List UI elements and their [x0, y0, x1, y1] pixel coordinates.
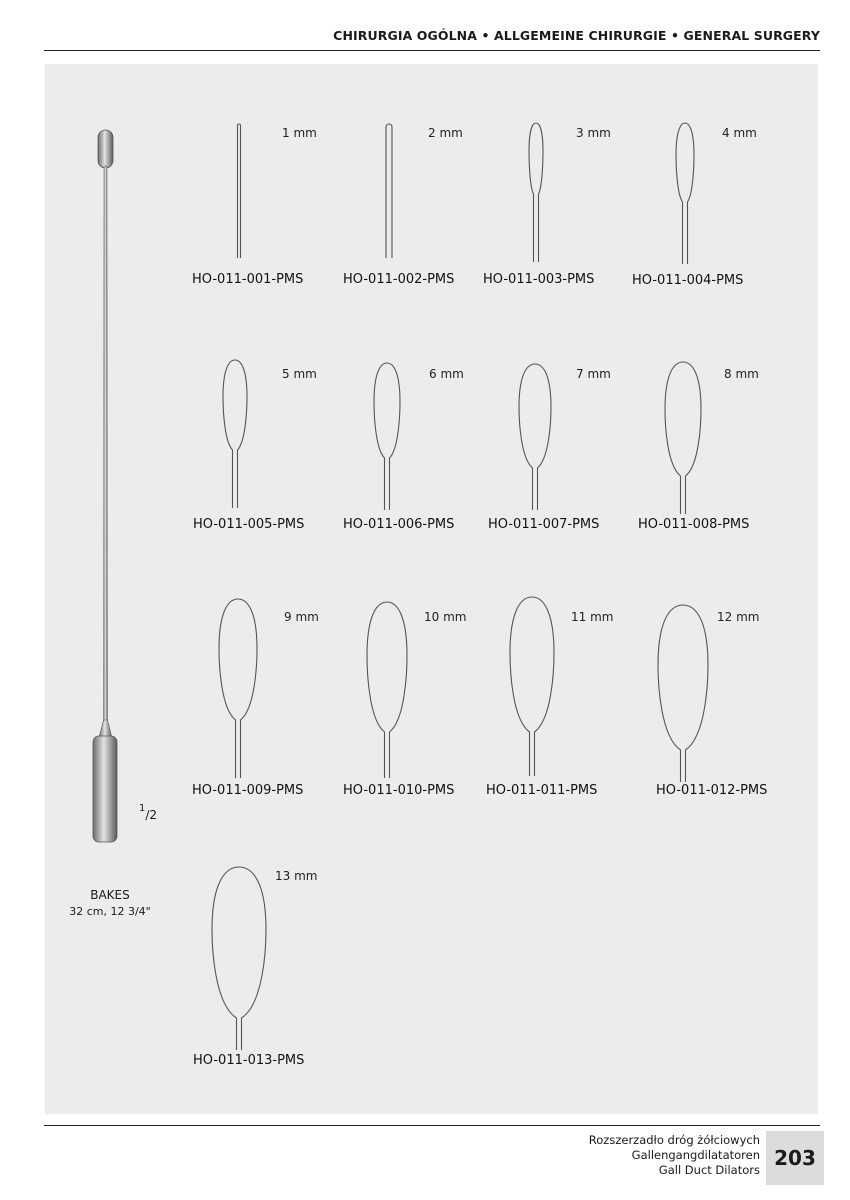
dilator-4-code: HO-011-004-PMS	[632, 273, 744, 288]
dilator-7-size: 7 mm	[576, 367, 611, 381]
dilator-10-size: 10 mm	[424, 610, 467, 624]
page-number: 203	[766, 1131, 824, 1185]
page-header: CHIRURGIA OGÓLNA • ALLGEMEINE CHIRURGIE • GENERAL SURGERY	[333, 28, 820, 43]
dilator-9-olive	[219, 599, 257, 778]
dilator-6-olive	[374, 363, 400, 510]
dilator-8	[638, 362, 759, 532]
dilator-5	[193, 360, 317, 532]
dilator-13-size: 13 mm	[275, 869, 318, 883]
dilator-10-code: HO-011-010-PMS	[343, 783, 455, 798]
dilator-10-olive	[367, 602, 407, 778]
dilator-2-size: 2 mm	[428, 126, 463, 140]
footer-rule	[44, 1125, 820, 1126]
dilator-6-size: 6 mm	[429, 367, 464, 381]
dilator-12-code: HO-011-012-PMS	[656, 783, 768, 798]
dilator-8-olive	[665, 362, 701, 514]
dilator-9-code: HO-011-009-PMS	[192, 783, 304, 798]
dilator-11-olive	[510, 597, 554, 776]
dilator-7-code: HO-011-007-PMS	[488, 517, 600, 532]
dilator-6	[343, 363, 464, 532]
dilator-2	[343, 124, 463, 287]
instrument-name: BAKES	[90, 888, 130, 902]
dilator-2-probe	[386, 124, 392, 258]
dilator-9-size: 9 mm	[284, 610, 319, 624]
dilator-2-code: HO-011-002-PMS	[343, 272, 455, 287]
footer-title-en: Gall Duct Dilators	[658, 1163, 760, 1177]
scale-numerator: 1	[139, 803, 146, 814]
dilator-1-code: HO-011-001-PMS	[192, 272, 304, 287]
dilator-11	[486, 597, 613, 798]
dilator-12-olive	[658, 605, 708, 782]
dilator-11-code: HO-011-011-PMS	[486, 783, 598, 798]
dilator-10	[343, 602, 466, 798]
scale-label	[139, 803, 158, 822]
dilator-8-size: 8 mm	[724, 367, 759, 381]
dilator-5-olive	[223, 360, 247, 508]
dilator-3-code: HO-011-003-PMS	[483, 272, 595, 287]
dilator-7-olive	[519, 364, 551, 510]
dilator-12	[656, 605, 767, 798]
dilator-9	[192, 599, 319, 798]
dilator-13-olive	[212, 867, 266, 1050]
dilator-6-code: HO-011-006-PMS	[343, 517, 455, 532]
dilator-4-size: 4 mm	[722, 126, 757, 140]
dilator-3	[483, 123, 611, 287]
dilator-13	[193, 867, 317, 1068]
dilator-1	[192, 124, 317, 287]
footer-title-de: Gallengangdilatatoren	[631, 1148, 760, 1162]
dilator-8-code: HO-011-008-PMS	[638, 517, 750, 532]
dilator-3-size: 3 mm	[576, 126, 611, 140]
dilator-11-size: 11 mm	[571, 610, 614, 624]
dilator-5-size: 5 mm	[282, 367, 317, 381]
dilator-5-code: HO-011-005-PMS	[193, 517, 305, 532]
dilator-3-olive	[529, 123, 543, 262]
dilator-12-size: 12 mm	[717, 610, 760, 624]
dilator-4-olive	[676, 123, 694, 264]
dilator-1-probe	[238, 124, 241, 258]
dilator-13-code: HO-011-013-PMS	[193, 1053, 305, 1068]
footer-titles	[589, 1133, 760, 1178]
instrument-size: 32 cm, 12 3/4"	[69, 905, 151, 918]
dilator-7	[488, 364, 611, 532]
dilator-4	[632, 123, 757, 288]
scale-denominator: /2	[145, 808, 158, 822]
footer-title-pl: Rozszerzadło dróg żółciowych	[588, 1133, 760, 1147]
dilator-1-size: 1 mm	[282, 126, 317, 140]
